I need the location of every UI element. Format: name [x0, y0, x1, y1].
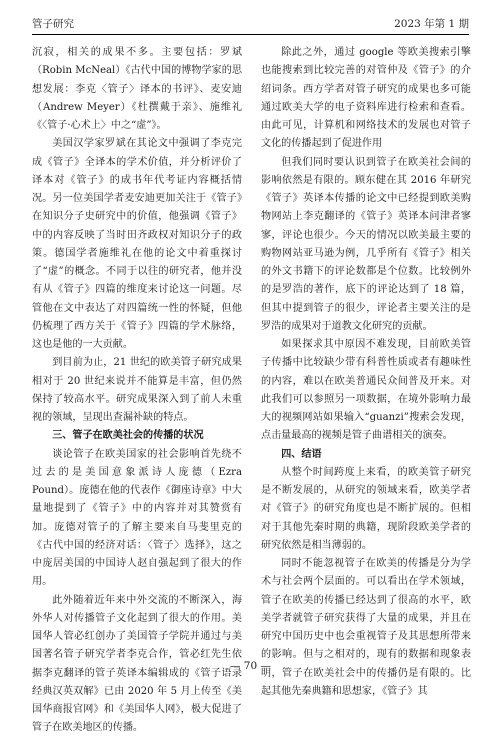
journal-title: 管子研究 — [32, 18, 74, 30]
paragraph: 美国汉学家罗斌在其论文中强调了李克完成《管子》全译本的学术价值，并分析评价了译本对《管子》的成书年代考证内容概括情况。另一位美国学者麦安迪更加关注于《管子》在知识分子史研究中的价值，他强调《管子》中的内容反映了当时田齐政权对知识分子的政策。德国学者施维礼在他的论文中着重探讨了“虚”的概念。不同于以往的研究者，他并没有从《管子》四篇的维度来讨论这一问题。尽管他在文中表达了对四篇统一性的怀疑，但他仍梳理了西方关于《管子》四篇的学术脉络，这也是他的一大贡献。 — [32, 138, 242, 350]
header-rule — [32, 34, 469, 35]
paragraph: 到目前为止，21 世纪的欧美管子研究成果相对于 20 世纪来说并不能算是丰富，但仍然保持了较高水平。研究成果深入到了前人未重视的领域，呈现出查漏补缺的特点。 — [32, 357, 242, 423]
paragraph: 同时不能忽视管子在欧美的传播是分为学术与社会两个层面的。可以看出在学术领域，管子在欧美的传播已经达到了很高的水平，欧美学者就管子研究获得了大量的成果，并且在研究中国历史中也会重视管子及其思想所带来的影响。但与之相对的，现有的数据和现象表明，管子在欧美社会中的传播仍是有限的。比起其他先秦典籍和思想家，《管子》其 — [261, 558, 471, 697]
right-column — [261, 44, 471, 701]
section-heading: 三、管子在欧美社会的传播的状况 — [52, 430, 204, 442]
paragraph: 从整个时间跨度上来看，的欧美管子研究是不断发展的，从研究的领域来看，欧美学者对《管子》的研究角度也是不断扩展的。但相对于其他先秦时期的典籍，现阶段欧美学者的研究依然是相当薄弱的。 — [261, 466, 471, 551]
page-header — [32, 14, 469, 36]
left-column — [32, 44, 242, 738]
section-heading: 四、结语 — [281, 448, 322, 460]
paragraph: 除此之外，通过 google 等欧美搜索引擎也能搜索到比较完善的对管仲及《管子》的介绍词条。西方学者对管子研究的成果也多可能通过欧美大学的电子资料库进行检索和查看。由此可见，计算机和网络技术的发展也对管子文化的传播起到了促进作用 — [261, 47, 471, 150]
paragraph: 此外随着近年来中外交流的不断深入，海外华人对传播管子文化起到了很大的作用。美国华人管必红创办了美国管子学院并通过与美国著名管子研究学者李克合作，管必红先生依据李克翻译的管子英译本编辑成的《管子语录经典汉英双解》已由 2020 年 5 月上传至《美国华商报官网》和《美国华人网》，极大促进了管子在欧美地区的传播。 — [32, 594, 242, 734]
issue-number: 2023 年第 1 期 — [394, 18, 469, 30]
page-number: — 70 — — [229, 660, 272, 672]
paragraph: 谈论管子在欧美国家的社会影响首先绕不过去的是美国意象派诗人庞德（Ezra Pound）。庞德在他的代表作《御座诗章》中大量地提到了《管子》中的内容并对其赞赏有加。庞德对管子的了解主要来自马斐里克的《古代中国的经济对话：〈管子〉选择》，这之中庞居美国的中国诗人赵自强起到了很大的作用。 — [32, 448, 242, 588]
paragraph: 沉寂，相关的成果不多。主要包括：罗斌（Robin McNeal）《古代中国的博物学家的思想发展：李克〈管子〉译本的书评》、麦安迪（Andrew Meyer）《杜撰戴于亲》、施维礼《〈管子·心术上〉中之“虚”》。 — [32, 47, 242, 131]
paragraph: 但我们同时要认识到管子在欧美社会间的影响依然是有限的。顾东健在其 2016 年研究《管子》英译本传播的论文中已经提到欧美购物网站上李克翻译的《管子》英译本问津者寥寥，评论也很少。今天的情况以欧美最主要的购物网站亚马逊为例，几乎所有《管子》相关的外文书籍下的评论数都是个位数。比较例外的是罗浩的著作，底下的评论达到了 18 篇，但其中提到管子的很少，评论者主要关注的是罗浩的成果对于道教文化研究的贡献。 — [261, 156, 471, 332]
paragraph: 如果探求其中原因不难发现，目前欧美管子传播中比较缺少带有科普性质或者有趣味性的内容，难以在欧美普通民众间普及开来。对此我们可以参照另一项数据，在境外影响力最大的视频网站如果输入“guanzi”搜索会发现，点击量最高的视频是管子曲谱相关的演奏。 — [261, 339, 471, 442]
